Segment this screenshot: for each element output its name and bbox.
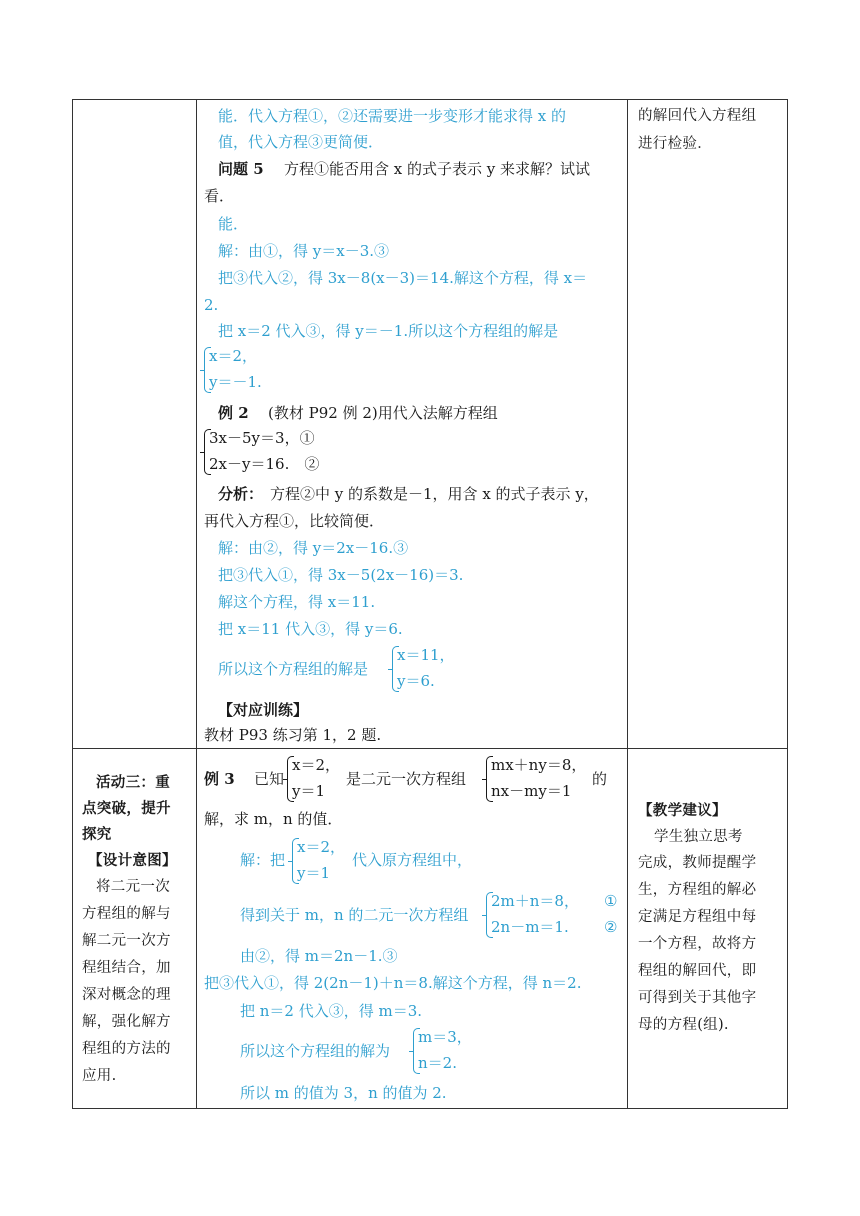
answer-yes: 能． — [218, 215, 249, 233]
table-left-border — [72, 99, 73, 1109]
design-intent-line-6: 解，强化解方 — [82, 1014, 171, 1030]
system-row-1: x＝2， — [297, 838, 346, 856]
example-3-equation-system — [486, 754, 586, 804]
right-note-line-2: 进行检验． — [638, 136, 712, 152]
table-bottom-border — [72, 1108, 788, 1109]
design-intent-line-4: 程组结合，加 — [82, 960, 171, 976]
question-5-label: 问题 5 — [218, 160, 264, 178]
example-3-substitute-system — [292, 836, 352, 886]
solution-step-2-cont: 2. — [204, 296, 219, 314]
right-note-line-1: 的解回代入方程组 — [638, 108, 757, 124]
example-3-known: 已知 — [254, 770, 285, 788]
design-intent-line-7: 程组的方法的 — [82, 1041, 171, 1057]
continuation-line-2: 值，代入方程③更简便． — [218, 133, 384, 151]
design-intent-title: 【设计意图】 — [88, 852, 177, 869]
example-2-answer-system — [392, 644, 502, 694]
question-5-text-cont: 看． — [204, 187, 235, 205]
teaching-advice-line-5: 一个方程，故将方 — [638, 936, 757, 952]
system-row-2: y＝1 — [292, 782, 326, 800]
example-3-mid: 是二元一次方程组 — [346, 770, 467, 788]
example-3-solution-suffix: 代入原方程组中， — [352, 851, 473, 869]
question-5-text: 方程①能否用含 x 的式子表示 y 来求解？试试 — [284, 160, 591, 178]
system-row-2: n＝2. — [418, 1054, 457, 1072]
example-2-solution-5: 所以这个方程组的解是 — [218, 660, 369, 678]
example-3-solution-prefix: 解：把 — [240, 851, 286, 869]
system-row-1: x＝2， — [209, 347, 258, 365]
teaching-advice-line-4: 定满足方程组中每 — [638, 909, 757, 925]
teaching-advice-title: 【教学建议】 — [638, 802, 727, 819]
example-3-solution-5: 所以 m 的值为 3，n 的值为 2. — [240, 1084, 447, 1102]
practice-title: 【对应训练】 — [218, 701, 309, 719]
system-row-1: 2m＋n＝8， — [491, 892, 579, 910]
system-row-2: 2n－m＝1. — [491, 918, 569, 936]
example-3-answer-system — [413, 1026, 493, 1076]
example-2-text: (教材 P92 例 2)用代入法解方程组 — [268, 404, 498, 422]
table-right-border — [787, 99, 788, 1109]
example-2-solution-3: 解这个方程，得 x＝11. — [218, 593, 376, 611]
example-3-get-system: 得到关于 m，n 的二元一次方程组 — [240, 906, 469, 924]
example-2-solution-1: 解：由②，得 y＝2x－16.③ — [218, 539, 409, 557]
system-row-2: 2x－y＝16. ② — [209, 455, 320, 473]
table-top-border — [72, 99, 788, 100]
analysis-label: 分析： — [218, 485, 264, 503]
example-3-label: 例 3 — [204, 770, 235, 788]
teaching-advice-line-8: 母的方程(组). — [638, 1017, 729, 1033]
example-3-mn-system — [486, 890, 626, 940]
design-intent-line-5: 深对概念的理 — [82, 987, 171, 1003]
example-3-solution-1: 由②，得 m＝2n－1.③ — [240, 947, 398, 965]
example-3-solution-2: 把③代入①，得 2(2n－1)＋n＝8.解这个方程，得 n＝2. — [204, 974, 582, 992]
solution-step-3: 把 x＝2 代入③，得 y＝－1.所以这个方程组的解是 — [218, 322, 559, 340]
system-row-1: 3x－5y＝3，① — [209, 429, 315, 447]
solution-system-1 — [204, 345, 324, 395]
system-row-2: y＝1 — [297, 864, 331, 882]
example-2-label: 例 2 — [218, 404, 249, 422]
system-row-1: x＝11， — [397, 646, 455, 664]
system-row-1: m＝3， — [418, 1028, 472, 1046]
table-col-divider-2 — [627, 99, 628, 1109]
activity-3-title-3: 探究 — [82, 826, 112, 843]
teaching-advice-line-2: 完成，教师提醒学 — [638, 855, 757, 871]
design-intent-line-8: 应用. — [82, 1068, 117, 1084]
activity-3-title-1: 活动三：重 — [96, 774, 170, 791]
example-3-line-2: 解，求 m，n 的值． — [204, 810, 343, 828]
teaching-advice-line-7: 可得到关于其他字 — [638, 990, 757, 1006]
solution-step-2: 把③代入②，得 3x－8(x－3)＝14.解这个方程，得 x＝ — [218, 269, 588, 287]
activity-3-title-2: 点突破，提升 — [82, 800, 171, 817]
design-intent-line-1: 将二元一次 — [96, 879, 170, 895]
solution-step-1: 解：由①，得 y＝x－3.③ — [218, 242, 390, 260]
example-2-system — [204, 427, 364, 477]
system-row-2: y＝－1. — [209, 373, 262, 391]
table-row-divider — [72, 748, 788, 749]
table-col-divider-1 — [196, 99, 197, 1109]
teaching-advice-line-6: 程组的解回代，即 — [638, 963, 757, 979]
example-3-solution-3: 把 n＝2 代入③，得 m＝3. — [240, 1002, 423, 1020]
system-row-1: x＝2， — [292, 756, 341, 774]
teaching-advice-line-3: 生，方程组的解必 — [638, 882, 757, 898]
analysis-line-2: 再代入方程①，比较简便． — [204, 512, 385, 530]
system-row-2-number: ② — [604, 918, 618, 936]
example-3-solution-4: 所以这个方程组的解为 — [240, 1042, 391, 1060]
system-row-1: mx＋ny＝8， — [491, 756, 587, 774]
continuation-line-1: 能．代入方程①，②还需要进一步变形才能求得 x 的 — [218, 107, 566, 125]
example-2-solution-2: 把③代入①，得 3x－5(2x－16)＝3. — [218, 566, 464, 584]
practice-text: 教材 P93 练习第 1，2 题. — [204, 726, 382, 744]
example-3-given-system — [287, 754, 347, 804]
system-row-2: nx－my＝1 — [491, 782, 572, 800]
design-intent-line-3: 解二元一次方 — [82, 933, 171, 949]
example-3-tail: 的 — [592, 770, 608, 788]
example-2-solution-4: 把 x＝11 代入③，得 y＝6. — [218, 620, 403, 638]
design-intent-line-2: 方程组的解与 — [82, 906, 171, 922]
system-row-1-number: ① — [604, 892, 618, 910]
analysis-line-1: 方程②中 y 的系数是－1，用含 x 的式子表示 y， — [270, 485, 599, 503]
system-row-2: y＝6. — [397, 672, 435, 690]
teaching-advice-line-1: 学生独立思考 — [654, 829, 743, 845]
